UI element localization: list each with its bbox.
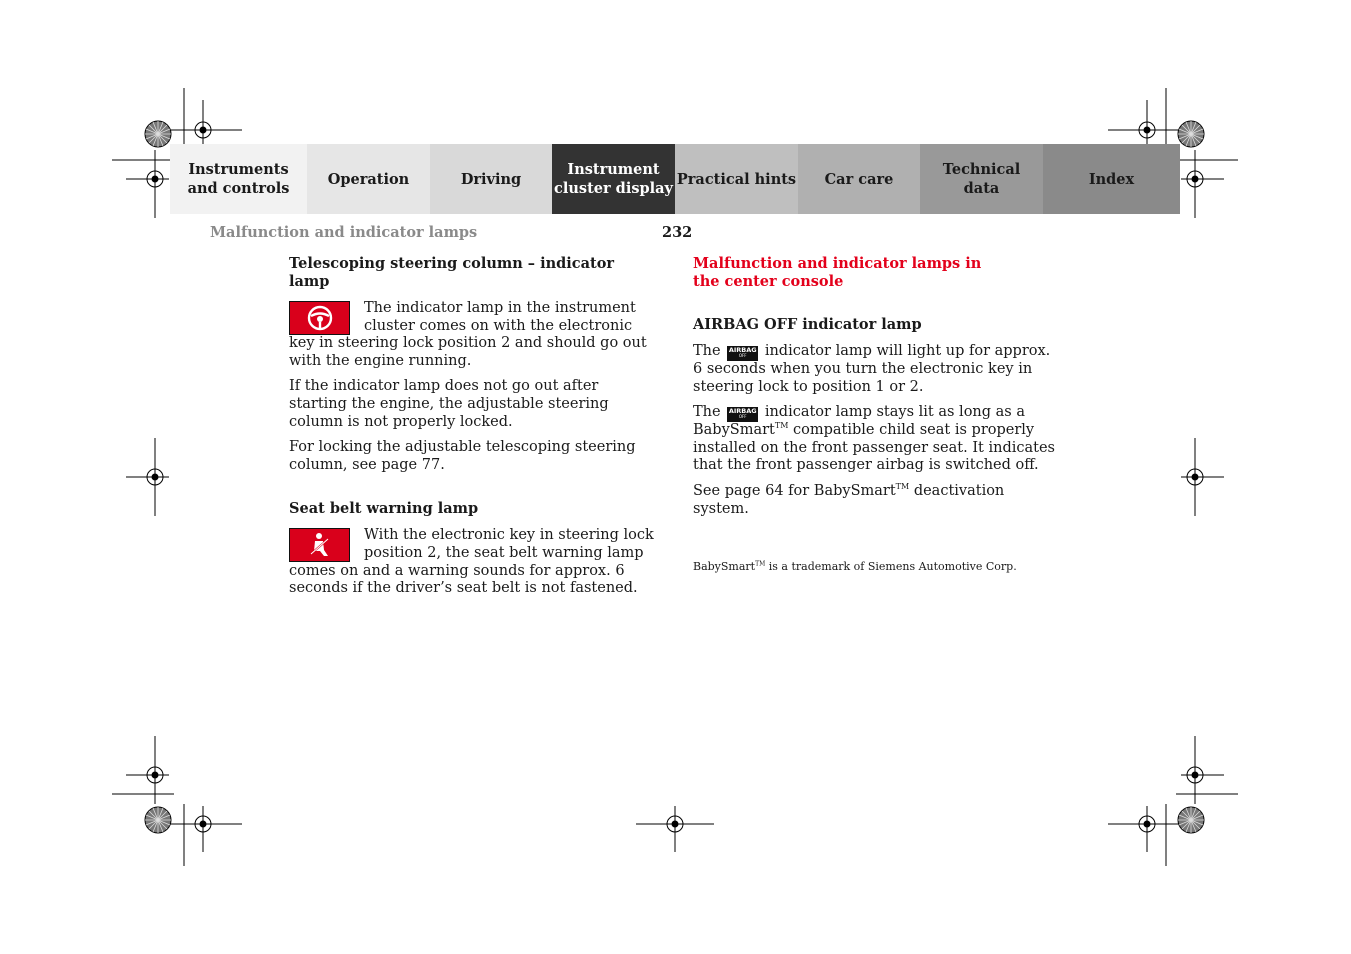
trademark-footnote <box>693 558 1063 576</box>
airbag-badge-label: AIRBAG <box>728 346 757 354</box>
airbag-paragraph-1 <box>693 343 1063 396</box>
airbag-badge-off: OFF <box>738 353 747 358</box>
seat-belt-heading: Seat belt warning lamp <box>289 500 479 518</box>
airbag-p2-mid: indicator lamp stays lit as long as a BabySmart <box>693 404 1025 439</box>
tab-instruments-and-controls[interactable]: Instruments and controls <box>170 144 307 214</box>
airbag-off-icon <box>727 407 758 422</box>
right-column <box>693 255 1063 576</box>
tab-index[interactable]: Index <box>1043 144 1180 214</box>
airbag-p2-pre: The <box>693 404 721 421</box>
tab-operation[interactable]: Operation <box>307 144 430 214</box>
airbag-badge-label: AIRBAG <box>728 407 757 416</box>
steering-wheel-icon <box>289 301 350 335</box>
airbag-p1-post: indicator lamp will light up for approx. 6 seconds when you turn the electronic key in steering lock to position 1 or 2. <box>693 343 1051 395</box>
center-console-title: Malfunction and indicator lamps in the center console <box>693 255 982 290</box>
seat-belt-text: With the electronic key in steering lock position 2, the seat belt warning lamp comes on and a warning sounds for approx. 6 seconds if the driver’s seat belt is not fastened. <box>289 527 654 597</box>
trademark-symbol: TM <box>774 421 789 431</box>
tab-practical-hints[interactable]: Practical hints <box>675 144 798 214</box>
section-nav <box>170 144 1180 214</box>
seat-belt-icon <box>289 528 350 562</box>
airbag-paragraph-2 <box>693 404 1063 475</box>
tab-car-care[interactable]: Car care <box>798 144 920 214</box>
tab-technical-data[interactable]: Technical data <box>920 144 1043 214</box>
left-column <box>289 255 659 606</box>
airbag-p3-post: deactivation system. <box>693 482 1005 517</box>
tab-driving[interactable]: Driving <box>430 144 552 214</box>
trademark-symbol: TM <box>895 482 910 492</box>
trademark-symbol: TM <box>755 560 766 568</box>
airbag-paragraph-3 <box>693 483 1063 518</box>
steering-column-paragraph <box>289 300 659 370</box>
footnote-pre: BabySmart <box>693 560 756 574</box>
airbag-p2-post: compatible child seat is properly installed on the front passenger seat. It indicates that the front passenger airbag is switched off. <box>693 422 1055 474</box>
airbag-off-icon <box>727 346 758 361</box>
page-number: 232 <box>662 224 693 241</box>
airbag-off-heading: AIRBAG OFF indicator lamp <box>693 316 922 333</box>
tab-instrument-cluster-display[interactable]: Instrument cluster display <box>552 144 675 214</box>
airbag-p3-pre: See page 64 for BabySmart <box>693 482 896 499</box>
footnote-post: is a trademark of Siemens Automotive Corp. <box>768 560 1017 574</box>
seat-belt-paragraph <box>289 527 659 597</box>
steering-column-paragraph-2: If the indicator lamp does not go out after starting the engine, the adjustable steering column is not properly locked. <box>289 378 609 430</box>
airbag-badge-off: OFF <box>738 414 747 420</box>
steering-column-paragraph-3: For locking the adjustable telescoping steering column, see page 77. <box>289 439 636 473</box>
steering-column-text: The indicator lamp in the instrument cluster comes on with the electronic key in steering lock position 2 and should go out with the engine running. <box>289 300 647 369</box>
steering-column-heading: Telescoping steering column – indicator lamp <box>289 255 615 290</box>
section-title: Malfunction and indicator lamps <box>210 224 478 241</box>
airbag-p1-pre: The <box>693 343 721 359</box>
